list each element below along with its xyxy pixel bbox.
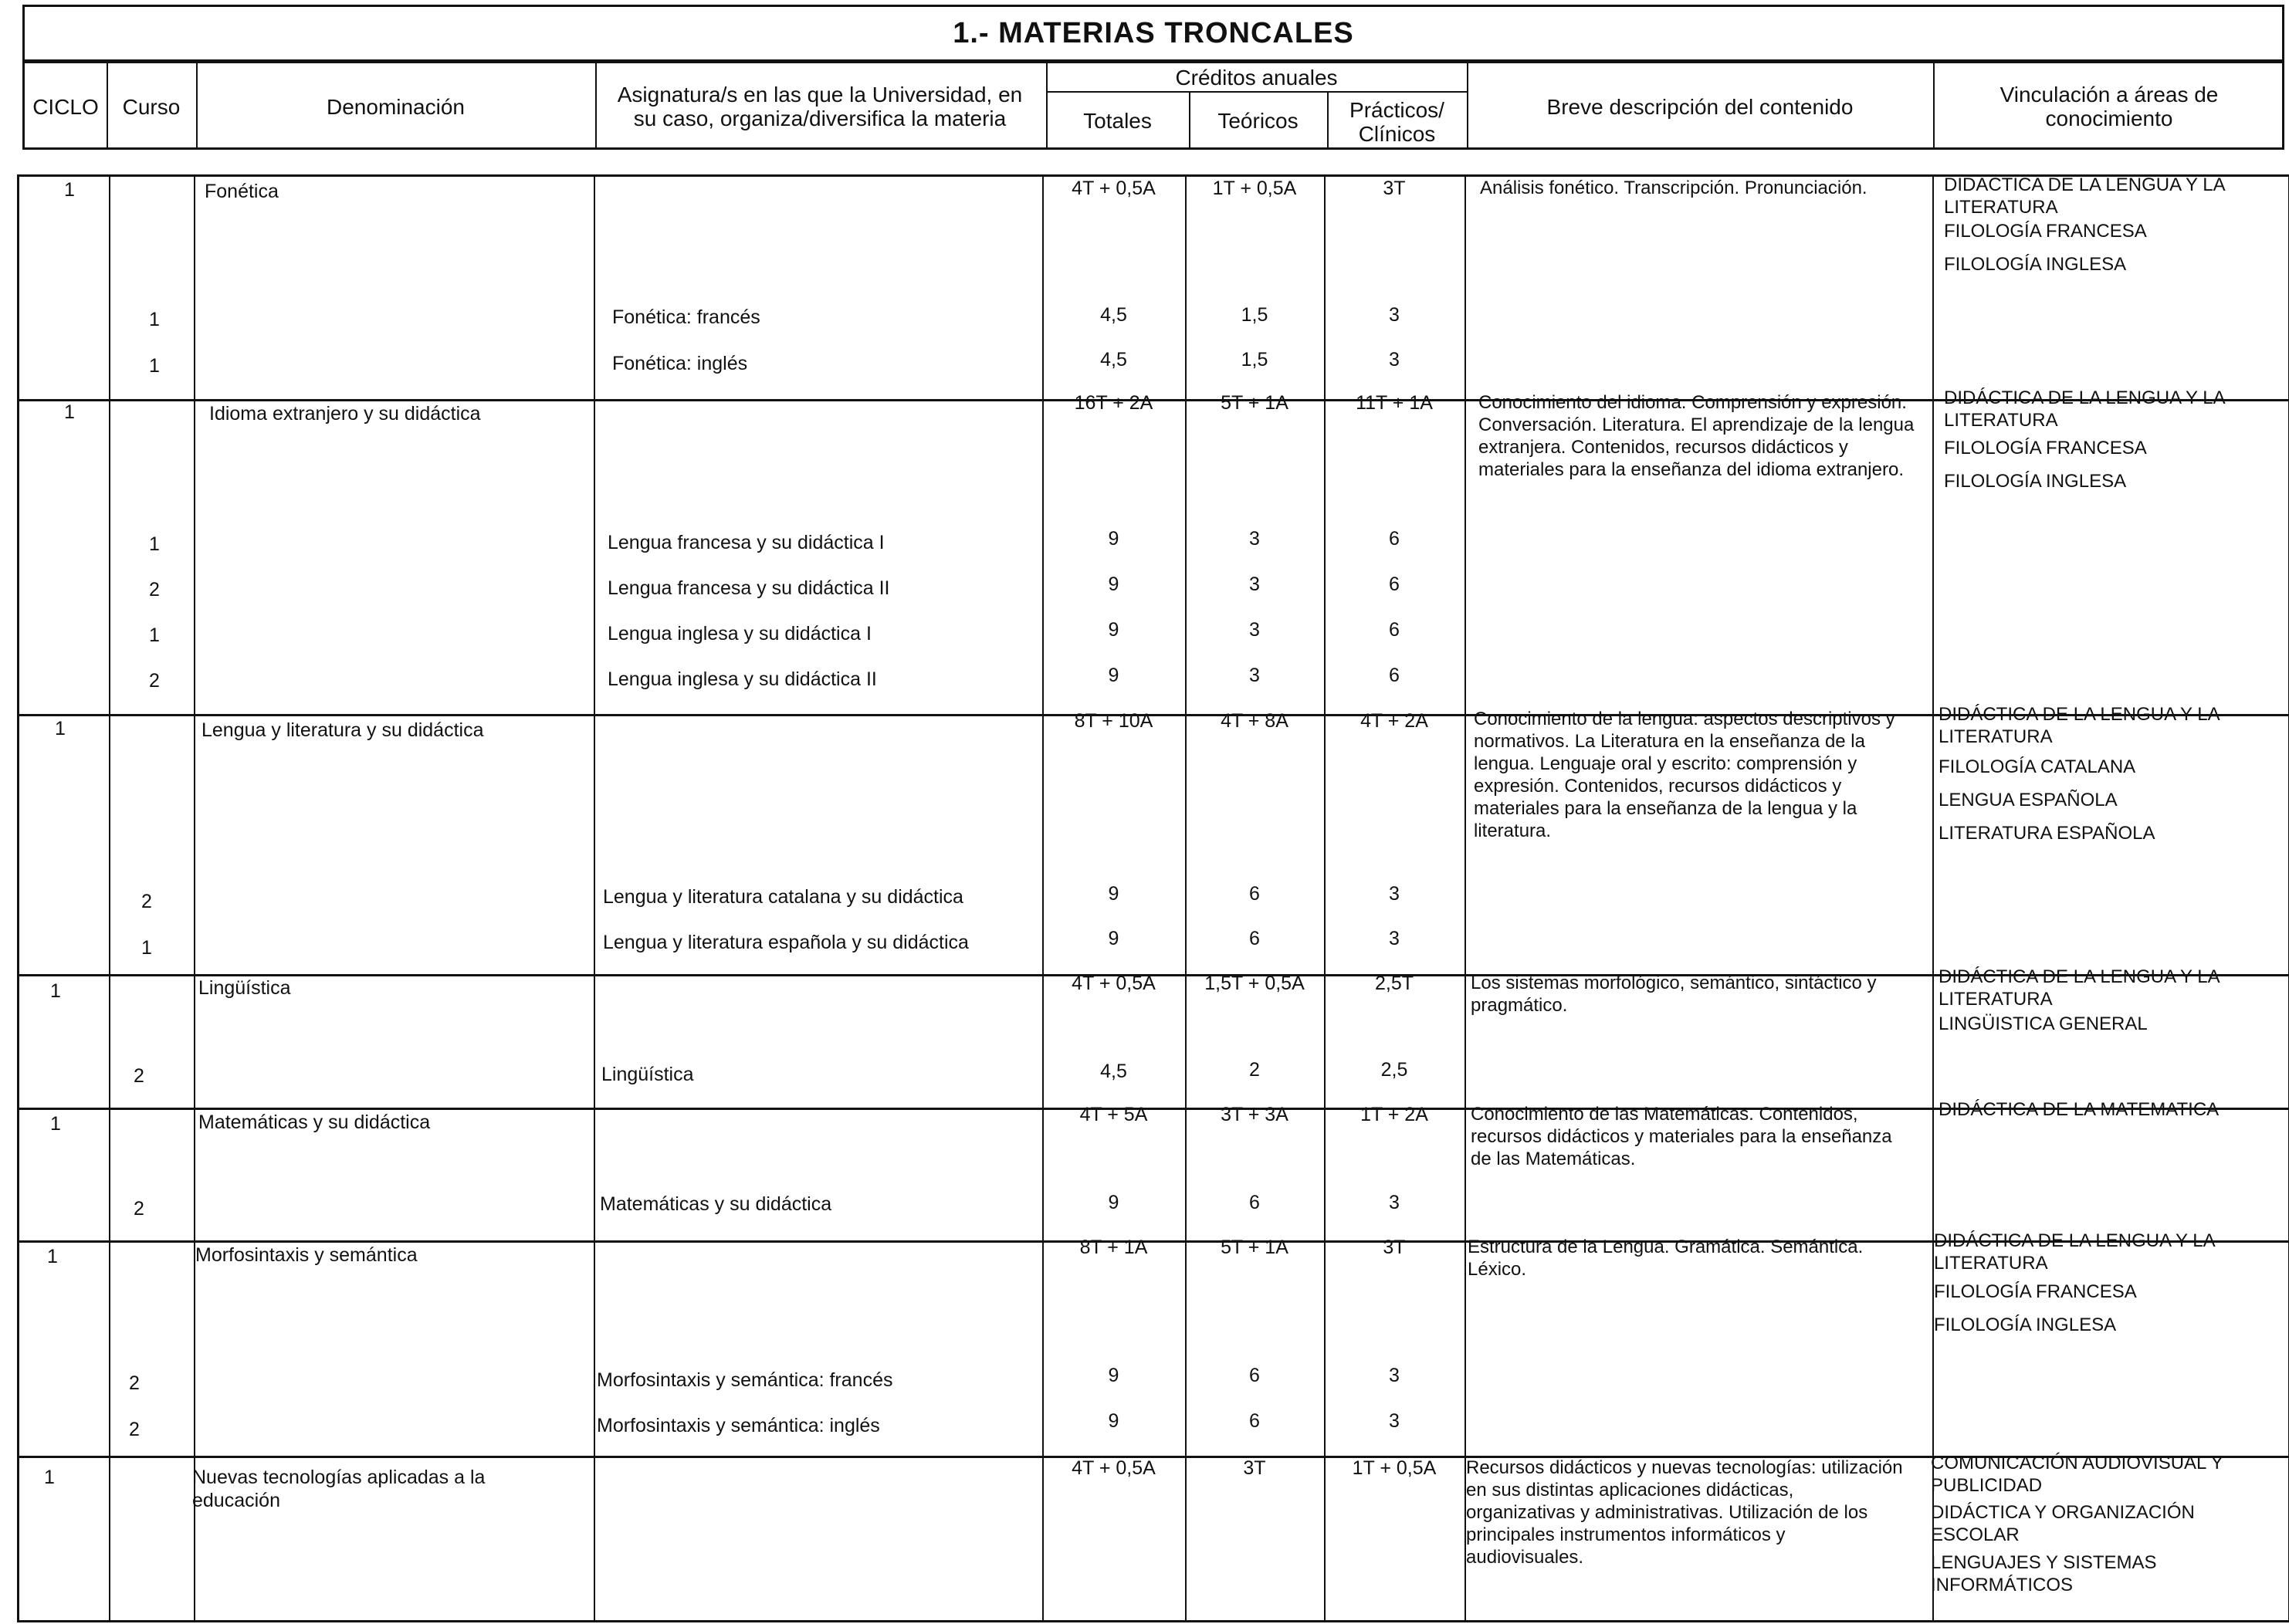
body-divider <box>594 177 595 1620</box>
teoricos-cell: 4T + 8A <box>1221 710 1288 732</box>
asignatura-teoricos: 6 <box>1249 928 1260 949</box>
asignatura-totales: 9 <box>1108 528 1119 550</box>
asignatura-teoricos: 6 <box>1249 1192 1260 1213</box>
descripcion-cell: Análisis fonético. Transcripción. Pronunciación. <box>1480 178 1867 198</box>
asignatura-practicos: 3 <box>1389 304 1400 326</box>
asignatura-totales: 9 <box>1108 619 1119 641</box>
curso-cell: 1 <box>149 533 160 555</box>
area-item: DIDÁCTICA DE LA LENGUA Y LA LITERATURA <box>1939 966 2220 1010</box>
curso-cell: 1 <box>141 937 152 959</box>
curso-cell: 2 <box>134 1065 144 1087</box>
practicos-cell: 3T <box>1383 1237 1406 1258</box>
area-item: LITERATURA ESPAÑOLA <box>1939 823 2155 844</box>
curso-cell: 1 <box>149 309 160 330</box>
asignatura-totales: 9 <box>1108 1365 1119 1386</box>
asignatura-cell: Matemáticas y su didáctica <box>600 1193 832 1215</box>
asignatura-totales: 9 <box>1108 928 1119 949</box>
area-item: DIDÁCTICA Y ORGANIZACIÓN ESCOLAR <box>1931 1502 2195 1545</box>
asignatura-teoricos: 6 <box>1249 883 1260 905</box>
area-item: FILOLOGÍA FRANCESA <box>1944 221 2147 242</box>
totales-cell: 8T + 10A <box>1074 710 1153 732</box>
asignatura-cell: Fonética: francés <box>612 306 760 328</box>
practicos-cell: 4T + 2A <box>1360 710 1428 732</box>
header-curso: Curso <box>122 94 181 119</box>
asignatura-cell: Lengua inglesa y su didáctica I <box>608 623 872 645</box>
asignatura-cell: Morfosintaxis y semántica: francés <box>597 1369 893 1391</box>
practicos-cell: 3T <box>1383 178 1406 199</box>
asignatura-cell: Lengua francesa y su didáctica II <box>608 577 890 599</box>
area-item: DIDÁCTICA DE LA LENGUA Y LA LITERATURA <box>1939 704 2220 747</box>
totales-cell: 16T + 2A <box>1074 392 1153 414</box>
body-divider <box>194 177 195 1620</box>
descripcion-cell: Estructura de la Lengua. Gramática. Semántica. Léxico. <box>1468 1237 1864 1280</box>
header-creditos: Créditos anuales <box>1175 65 1338 90</box>
practicos-cell: 11T + 1A <box>1356 392 1433 414</box>
asignatura-totales: 4,5 <box>1100 304 1127 326</box>
ciclo-cell: 1 <box>44 1467 55 1488</box>
curso-cell: 2 <box>134 1198 144 1220</box>
ciclo-cell: 1 <box>50 980 61 1002</box>
asignatura-practicos: 3 <box>1389 883 1400 905</box>
area-item: LENGUA ESPAÑOLA <box>1939 790 2118 810</box>
totales-cell: 4T + 0,5A <box>1072 178 1156 199</box>
teoricos-cell: 3T <box>1243 1457 1266 1479</box>
descripcion-cell: Recursos didácticos y nuevas tecnologías: utilización en sus distintas aplicaciones didácticas, organizativas y administrativas. Utilización de los principales instrumentos informáticos y audiovisuales. <box>1466 1457 1903 1568</box>
area-item: FILOLOGÍA INGLESA <box>1944 471 2127 492</box>
ciclo-cell: 1 <box>55 718 66 739</box>
asignatura-cell: Morfosintaxis y semántica: inglés <box>597 1415 880 1436</box>
header-totales: Totales <box>1083 108 1152 133</box>
area-item: DIDÁCTICA DE LA LENGUA Y LA LITERATURA <box>1944 174 2225 218</box>
curso-cell: 1 <box>149 355 160 377</box>
asignatura-totales: 9 <box>1108 883 1119 905</box>
totales-cell: 4T + 0,5A <box>1072 1457 1156 1479</box>
teoricos-cell: 3T + 3A <box>1221 1104 1288 1125</box>
header-divider <box>1327 91 1329 147</box>
area-item: FILOLOGÍA CATALANA <box>1939 756 2136 777</box>
asignatura-cell: Lengua inglesa y su didáctica II <box>608 668 877 690</box>
totales-cell: 4T + 5A <box>1079 1104 1148 1125</box>
header-vinculacion: Vinculación a áreas de conocimiento <box>1999 83 2219 130</box>
asignatura-totales: 9 <box>1108 665 1119 686</box>
teoricos-cell: 1,5T + 0,5A <box>1204 973 1305 994</box>
asignatura-teoricos: 1,5 <box>1241 304 1268 326</box>
curso-cell: 2 <box>149 579 160 601</box>
table-title: 1.- MATERIAS TRONCALES <box>953 16 1354 49</box>
header-divider <box>1933 63 1935 147</box>
denominacion-cell: Morfosintaxis y semántica <box>195 1244 418 1266</box>
asignatura-practicos: 3 <box>1389 928 1400 949</box>
area-item: LENGUAJES Y SISTEMAS INFORMÁTICOS <box>1931 1552 2157 1595</box>
asignatura-practicos: 3 <box>1389 1365 1400 1386</box>
curso-cell: 1 <box>149 624 160 646</box>
header-ciclo: CICLO <box>32 94 99 119</box>
ciclo-cell: 1 <box>47 1246 58 1267</box>
denominacion-cell: Fonética <box>205 181 279 202</box>
ciclo-cell: 1 <box>64 179 75 201</box>
descripcion-cell: Los sistemas morfológico, semántico, sintáctico y pragmático. <box>1471 973 1877 1016</box>
ciclo-cell: 1 <box>50 1113 61 1135</box>
header-teoricos: Teóricos <box>1217 108 1299 133</box>
practicos-cell: 2,5T <box>1374 973 1414 994</box>
area-item: COMUNICACIÓN AUDIOVISUAL Y PUBLICIDAD <box>1931 1453 2223 1496</box>
denominacion-cell: Lingüística <box>198 977 291 999</box>
asignatura-cell: Fonética: inglés <box>612 353 748 374</box>
asignatura-teoricos: 3 <box>1249 619 1260 641</box>
denominacion-cell: Idioma extranjero y su didáctica <box>209 403 481 425</box>
asignatura-practicos: 3 <box>1389 1410 1400 1432</box>
asignatura-practicos: 6 <box>1389 665 1400 686</box>
asignatura-cell: Lengua francesa y su didáctica I <box>608 532 885 553</box>
area-item: FILOLOGÍA INGLESA <box>1944 254 2127 275</box>
descripcion-cell: Conocimiento de la lengua: aspectos descriptivos y normativos. La Literatura en la enseñanza de la lengua. Lenguaje oral y escrito: comprensión y expresión. Contenidos, recursos didácticos y materiales para la enseñanza de la lengua y la literatura. <box>1474 709 1895 841</box>
header-asignaturas: Asignatura/s en las que la Universidad, en su caso, organiza/diversifica la materia <box>617 83 1023 130</box>
body-divider <box>109 177 110 1620</box>
body-divider <box>1932 177 1934 1620</box>
asignatura-teoricos: 2 <box>1249 1059 1260 1081</box>
practicos-cell: 1T + 2A <box>1360 1104 1428 1125</box>
asignatura-teoricos: 3 <box>1249 573 1260 595</box>
asignatura-teoricos: 6 <box>1249 1365 1260 1386</box>
asignatura-practicos: 6 <box>1389 573 1400 595</box>
teoricos-cell: 5T + 1A <box>1221 392 1288 414</box>
area-item: FILOLOGÍA FRANCESA <box>1934 1281 2137 1302</box>
asignatura-cell: Lengua y literatura española y su didáctica <box>603 932 969 953</box>
body-divider <box>1464 177 1466 1620</box>
area-item: DIDÁCTICA DE LA MATEMATICA <box>1939 1099 2220 1120</box>
asignatura-practicos: 6 <box>1389 619 1400 641</box>
header-divider <box>595 63 597 147</box>
asignatura-practicos: 3 <box>1389 349 1400 370</box>
curso-cell: 2 <box>141 891 152 912</box>
asignatura-teoricos: 1,5 <box>1241 349 1268 370</box>
denominacion-cell: Lengua y literatura y su didáctica <box>201 719 484 741</box>
area-item: DIDÁCTICA DE LA LENGUA Y LA LITERATURA <box>1934 1230 2215 1274</box>
table-title-box <box>22 5 2284 62</box>
header-descripcion: Breve descripción del contenido <box>1546 94 1854 119</box>
area-item: FILOLOGÍA FRANCESA <box>1944 438 2147 458</box>
curso-cell: 2 <box>129 1372 140 1394</box>
totales-cell: 4T + 0,5A <box>1072 973 1156 994</box>
table-header <box>22 61 2284 150</box>
descripcion-cell: Conocimiento de las Matemáticas. Contenidos, recursos didácticos y materiales para la enseñanza de las Matemáticas. <box>1471 1104 1892 1169</box>
asignatura-practicos: 3 <box>1389 1192 1400 1213</box>
totales-cell: 8T + 1A <box>1079 1237 1148 1258</box>
teoricos-cell: 5T + 1A <box>1221 1237 1288 1258</box>
denominacion-cell: Matemáticas y su didáctica <box>198 1111 431 1133</box>
ciclo-cell: 1 <box>64 401 75 423</box>
asignatura-practicos: 6 <box>1389 528 1400 550</box>
header-practicos: Prácticos/ Clínicos <box>1349 98 1444 146</box>
practicos-cell: 1T + 0,5A <box>1352 1457 1437 1479</box>
asignatura-totales: 9 <box>1108 1410 1119 1432</box>
teoricos-cell: 1T + 0,5A <box>1212 178 1297 199</box>
table-body <box>17 174 2289 1622</box>
asignatura-totales: 4,5 <box>1100 1061 1127 1082</box>
area-item: DIDÁCTICA DE LA LENGUA Y LA LITERATURA <box>1944 387 2225 431</box>
asignatura-cell: Lingüística <box>601 1064 694 1085</box>
asignatura-teoricos: 3 <box>1249 665 1260 686</box>
area-item: LINGÜISTICA GENERAL <box>1939 1013 2148 1034</box>
asignatura-totales: 9 <box>1108 1192 1119 1213</box>
asignatura-teoricos: 6 <box>1249 1410 1260 1432</box>
asignatura-totales: 9 <box>1108 573 1119 595</box>
denominacion-cell: Nuevas tecnologías aplicadas a la educación <box>192 1467 486 1511</box>
asignatura-teoricos: 3 <box>1249 528 1260 550</box>
area-item: FILOLOGÍA INGLESA <box>1934 1314 2117 1335</box>
asignatura-practicos: 2,5 <box>1380 1059 1408 1081</box>
header-denominacion: Denominación <box>327 94 465 119</box>
curso-cell: 2 <box>149 670 160 692</box>
descripcion-cell: Conocimiento del idioma. Comprensión y expresión. Conversación. Literatura. El aprendizaje de la lengua extranjera. Contenidos, recursos didácticos y materiales para la enseñanza del idioma extranjero. <box>1478 392 1915 480</box>
asignatura-cell: Lengua y literatura catalana y su didáctica <box>603 886 963 908</box>
asignatura-totales: 4,5 <box>1100 349 1127 370</box>
curso-cell: 2 <box>129 1419 140 1440</box>
